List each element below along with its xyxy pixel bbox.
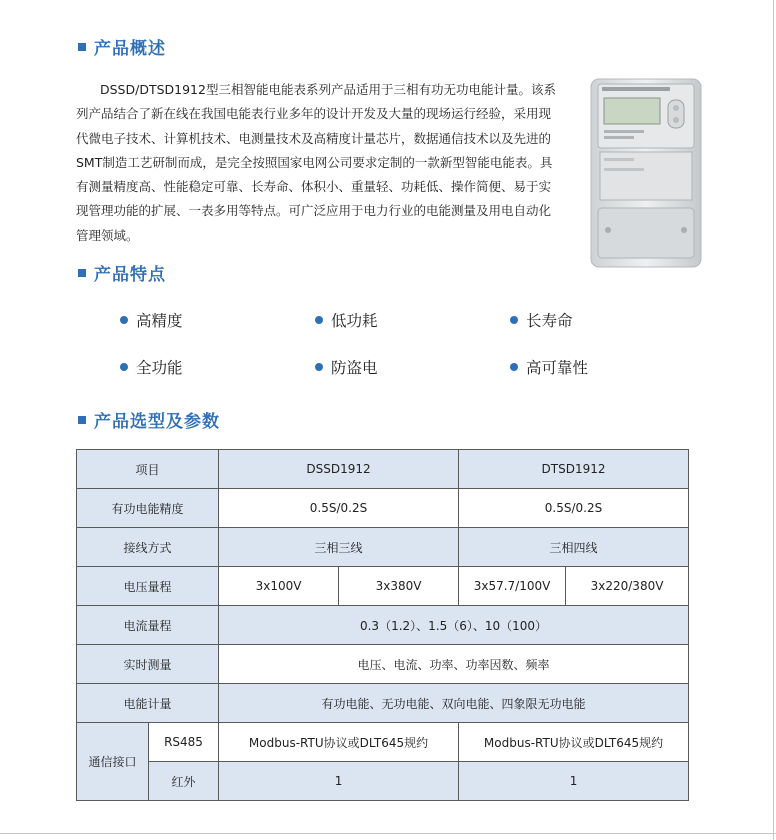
table-cell: 0.5S/0.2S (219, 489, 459, 528)
table-row (77, 450, 689, 489)
section-square-icon (78, 416, 86, 424)
row-label: 电能计量 (77, 684, 219, 723)
feature-item (510, 309, 573, 331)
section-title-text: 产品概述 (94, 39, 166, 59)
feature-item (315, 309, 378, 331)
table-cell: 3x57.7/100V (459, 567, 566, 606)
row-label: 实时测量 (77, 645, 219, 684)
feature-item (315, 356, 378, 378)
table-header-item: 项目 (77, 450, 219, 489)
table-row (77, 762, 689, 801)
spec-table (76, 449, 689, 801)
bullet-dot-icon (510, 316, 518, 324)
feature-item (120, 356, 183, 378)
section-title-text: 产品特点 (94, 265, 166, 285)
feature-label: 高可靠性 (526, 359, 589, 377)
bullet-dot-icon (315, 316, 323, 324)
overview-paragraph: DSSD/DTSD1912型三相智能电能表系列产品适用于三相有功无功电能计量。该系列产品结合了新在线在我国电能表行业多年的设计开发及大量的现场运行经验，采用现代微电子技术、计算机技术、电测量技术及高精度计量芯片，数据通信技术以及先进的SMT制造工艺研制而成，是完全按照国家电网公司要求定制的一款新型智能电能表。具有测量精度高、性能稳定可靠、长寿命、体积小、重量轻、功耗低、操作简便、易于实现管理功能的扩展、一表多用等特点。可广泛应用于电力行业的电能测量及用电自动化管理领域。 (76, 82, 556, 243)
row-label: 接线方式 (77, 528, 219, 567)
table-cell: 3x220/380V (566, 567, 689, 606)
table-header-dtsd: DTSD1912 (459, 450, 689, 489)
section-square-icon (78, 269, 86, 277)
table-cell: 有功电能、无功电能、双向电能、四象限无功电能 (219, 684, 689, 723)
row-label: 有功电能精度 (77, 489, 219, 528)
section-title-text: 产品选型及参数 (94, 412, 220, 432)
feature-label: 全功能 (136, 359, 183, 377)
section-title-selection (78, 407, 220, 432)
row-label-comm: 通信接口 (77, 723, 149, 801)
table-row (77, 684, 689, 723)
table-cell: Modbus-RTU协议或DLT645规约 (219, 723, 459, 762)
table-cell: 1 (219, 762, 459, 801)
feature-label: 低功耗 (331, 312, 378, 330)
table-row (77, 645, 689, 684)
feature-item (120, 309, 183, 331)
table-cell: 0.5S/0.2S (459, 489, 689, 528)
feature-label: 高精度 (136, 312, 183, 330)
table-cell: 三相四线 (459, 528, 689, 567)
table-cell: 3x380V (339, 567, 459, 606)
table-row (77, 723, 689, 762)
table-cell: 3x100V (219, 567, 339, 606)
section-square-icon (78, 43, 86, 51)
bullet-dot-icon (315, 363, 323, 371)
page-right-border (773, 0, 774, 840)
table-cell: 三相三线 (219, 528, 459, 567)
feature-label: 防盗电 (331, 359, 378, 377)
bullet-dot-icon (510, 363, 518, 371)
table-header-dssd: DSSD1912 (219, 450, 459, 489)
table-cell: 电压、电流、功率、功率因数、频率 (219, 645, 689, 684)
row-label: 电流量程 (77, 606, 219, 645)
table-cell: 0.3（1.2）、1.5（6）、10（100） (219, 606, 689, 645)
table-row (77, 528, 689, 567)
table-cell: Modbus-RTU协议或DLT645规约 (459, 723, 689, 762)
section-title-features (78, 260, 166, 285)
row-label: 电压量程 (77, 567, 219, 606)
bullet-dot-icon (120, 316, 128, 324)
feature-item (510, 356, 588, 378)
row-sublabel: 红外 (149, 762, 219, 801)
table-cell: 1 (459, 762, 689, 801)
bullet-dot-icon (120, 363, 128, 371)
table-row (77, 606, 689, 645)
page-bottom-border (0, 833, 776, 834)
table-row (77, 489, 689, 528)
feature-label: 长寿命 (526, 312, 573, 330)
meter-product-image (590, 78, 702, 268)
section-title-overview (78, 34, 166, 59)
table-row (77, 567, 689, 606)
row-sublabel: RS485 (149, 723, 219, 762)
